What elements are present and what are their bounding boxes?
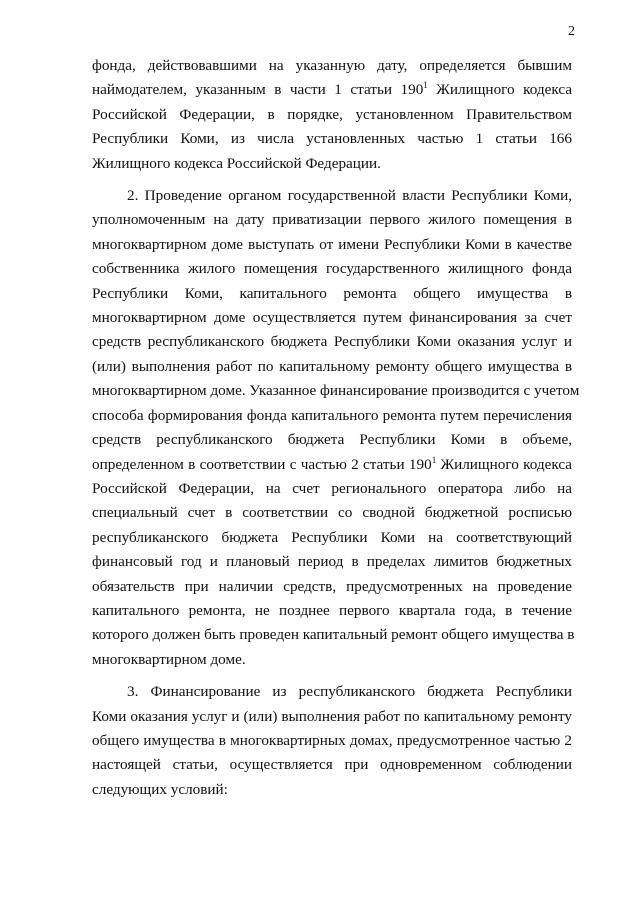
text-line: которого должен быть проведен капитальный ремонт общего имущества в bbox=[92, 626, 575, 644]
text-line: наймодателем, указанным в части 1 статьи $190^1$ Жилищного кодекса bbox=[92, 80, 573, 99]
text-line: Российской Федерации, на счет регионального оператора либо на bbox=[92, 479, 572, 497]
text-line: обязательств при наличии средств, предусмотренных на проведение bbox=[92, 577, 572, 595]
text-line: средств республиканского бюджета Республики Коми в объеме, bbox=[92, 431, 572, 449]
text-line: специальный счет в соответствии со сводной бюджетной росписью bbox=[92, 504, 572, 522]
text-line: многоквартирном доме. Указанное финансирование производится с учетом bbox=[92, 382, 580, 400]
paragraph-3 bbox=[92, 680, 572, 802]
text-line: определенном в соответствии с частью 2 статьи $190^1$ Жилищного кодекса bbox=[92, 454, 572, 473]
text-line: способа формирования фонда капитального ремонта путем перечисления bbox=[92, 406, 572, 424]
text-line: уполномоченным на дату приватизации первого жилого помещения в bbox=[92, 211, 572, 229]
text-line: Республики Коми, из числа установленных частью 1 статьи 166 bbox=[92, 130, 572, 148]
text-line: финансовый год и плановый период в пределах лимитов бюджетных bbox=[92, 553, 572, 571]
text-line: Республики Коми, капитального ремонта общего имущества в bbox=[92, 284, 572, 302]
text-line: Жилищного кодекса Российской Федерации. bbox=[92, 154, 381, 172]
text-line: Российской Федерации, в порядке, установленном Правительством bbox=[92, 105, 572, 123]
text-line: многоквартирном доме осуществляется путем финансирования за счет bbox=[92, 309, 572, 327]
text-line: 3. Финансирование из республиканского бюджета Республики bbox=[127, 683, 572, 701]
paragraph-1-continuation bbox=[92, 54, 572, 176]
text-line: многоквартирном доме выступать от имени Республики Коми в качестве bbox=[92, 235, 572, 253]
text-line: настоящей статьи, осуществляется при одновременном соблюдении bbox=[92, 756, 572, 774]
document-body bbox=[92, 54, 580, 802]
text-line: фонда, действовавшими на указанную дату, определяется бывшим bbox=[92, 57, 572, 74]
page-number: 2 bbox=[568, 24, 575, 39]
paragraph-2 bbox=[92, 184, 580, 672]
text-line: капитального ремонта, не позднее первого квартала года, в течение bbox=[92, 601, 572, 619]
text-line: (или) выполнения работ по капитальному ремонту общего имущества в bbox=[92, 357, 572, 375]
text-line: собственника жилого помещения государственного жилищного фонда bbox=[92, 260, 572, 278]
text-line: многоквартирном доме. bbox=[92, 650, 246, 668]
text-line: средств республиканского бюджета Республики Коми оказания услуг и bbox=[92, 333, 572, 351]
text-line: следующих условий: bbox=[92, 780, 228, 798]
text-line: 2. Проведение органом государственной власти Республики Коми, bbox=[127, 187, 572, 205]
text-line: общего имущества в многоквартирных домах, предусмотренное частью 2 bbox=[92, 731, 572, 749]
text-line: Коми оказания услуг и (или) выполнения работ по капитальному ремонту bbox=[92, 707, 572, 725]
text-line: республиканского бюджета Республики Коми на соответствующий bbox=[92, 528, 572, 546]
